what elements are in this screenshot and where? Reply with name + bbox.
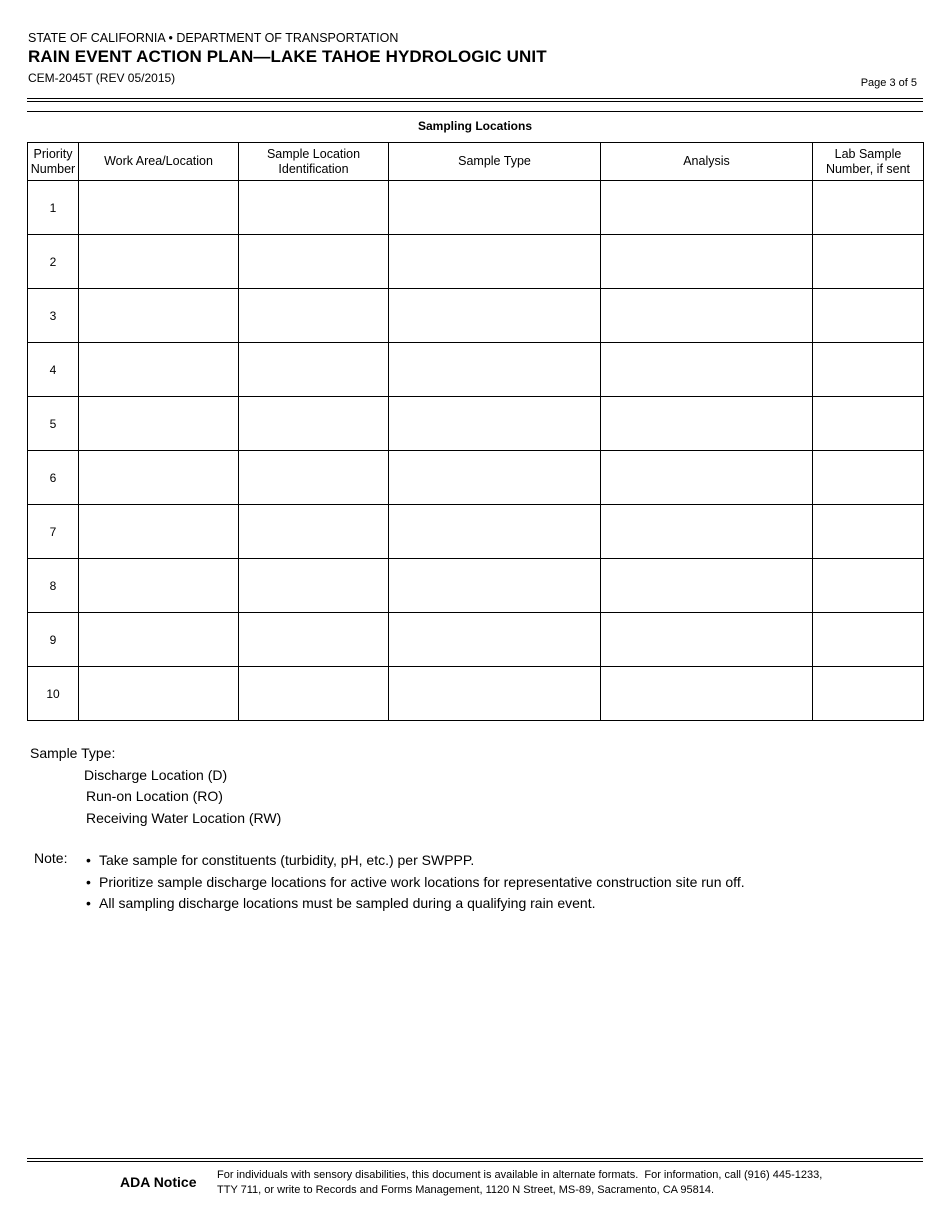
lab-sample-number-cell[interactable]	[813, 181, 924, 235]
note-item	[86, 893, 745, 915]
lab-sample-number-cell[interactable]	[813, 235, 924, 289]
agency-line: STATE OF CALIFORNIA • DEPARTMENT OF TRANSPORTATION	[28, 31, 399, 45]
bullet-icon: •	[86, 873, 91, 890]
bullet-icon: •	[86, 852, 91, 868]
table-row	[28, 505, 924, 559]
lab-sample-number-cell[interactable]	[813, 289, 924, 343]
note-item	[86, 872, 745, 894]
sample-type-cell[interactable]	[389, 181, 601, 235]
ada-notice-text	[217, 1168, 857, 1198]
header-divider-top	[27, 98, 923, 99]
ada-notice-label: ADA Notice	[120, 1174, 197, 1190]
col-sample-location-identification: Sample Location Identification	[239, 143, 389, 181]
analysis-cell[interactable]	[601, 289, 813, 343]
sample-type-item: Receiving Water Location (RW)	[86, 809, 282, 826]
form-number: CEM-2045T (REV 05/2015)	[28, 71, 176, 85]
section-divider	[27, 111, 923, 112]
note-text: Prioritize sample discharge locations for active work locations for representative construction site run off.	[99, 873, 745, 890]
analysis-cell[interactable]	[601, 181, 813, 235]
sample-type-cell[interactable]	[389, 505, 601, 559]
section-title: Sampling Locations	[417, 119, 532, 133]
footer-divider-bottom	[27, 1161, 923, 1162]
priority-number-cell: 3	[28, 289, 79, 343]
sample-location-id-cell[interactable]	[239, 559, 389, 613]
sample-type-cell[interactable]	[389, 289, 601, 343]
col-sample-type: Sample Type	[389, 143, 601, 181]
analysis-cell[interactable]	[601, 451, 813, 505]
sample-type-cell[interactable]	[389, 613, 601, 667]
priority-number-cell: 1	[28, 181, 79, 235]
work-area-location-cell[interactable]	[79, 289, 239, 343]
sample-location-id-cell[interactable]	[239, 343, 389, 397]
table-row	[28, 451, 924, 505]
work-area-location-cell[interactable]	[79, 559, 239, 613]
priority-number-cell: 2	[28, 235, 79, 289]
priority-number-cell: 7	[28, 505, 79, 559]
sample-type-item: Discharge Location (D)	[84, 766, 228, 783]
table-row	[28, 289, 924, 343]
analysis-cell[interactable]	[601, 343, 813, 397]
note-label: Note:	[34, 850, 68, 866]
sample-location-id-cell[interactable]	[239, 397, 389, 451]
note-text: Take sample for constituents (turbidity, pH, etc.) per SWPPP.	[99, 852, 475, 868]
lab-sample-number-cell[interactable]	[813, 613, 924, 667]
ada-notice-line: TTY 711, or write to Records and Forms Management, 1120 N Street, MS-89, Sacramento, CA 95814.	[217, 1184, 715, 1196]
col-priority-number: Priority Number	[28, 143, 79, 181]
work-area-location-cell[interactable]	[79, 397, 239, 451]
footer-divider-top	[27, 1158, 923, 1159]
work-area-location-cell[interactable]	[79, 505, 239, 559]
sample-location-id-cell[interactable]	[239, 289, 389, 343]
lab-sample-number-cell[interactable]	[813, 451, 924, 505]
sample-type-cell[interactable]	[389, 397, 601, 451]
sample-location-id-cell[interactable]	[239, 613, 389, 667]
priority-number-cell: 9	[28, 613, 79, 667]
sample-type-legend	[30, 743, 281, 829]
table-row	[28, 235, 924, 289]
sample-type-cell[interactable]	[389, 559, 601, 613]
lab-sample-number-cell[interactable]	[813, 667, 924, 721]
work-area-location-cell[interactable]	[79, 667, 239, 721]
work-area-location-cell[interactable]	[79, 343, 239, 397]
lab-sample-number-cell[interactable]	[813, 559, 924, 613]
work-area-location-cell[interactable]	[79, 613, 239, 667]
lab-sample-number-cell[interactable]	[813, 343, 924, 397]
priority-number-cell: 10	[28, 667, 79, 721]
work-area-location-cell[interactable]	[79, 451, 239, 505]
bullet-icon: •	[86, 895, 91, 911]
sampling-locations-table	[27, 142, 924, 721]
analysis-cell[interactable]	[601, 613, 813, 667]
col-lab-sample-number: Lab Sample Number, if sent	[813, 143, 924, 181]
table-row	[28, 181, 924, 235]
sample-location-id-cell[interactable]	[239, 181, 389, 235]
sample-type-item: Run-on Location (RO)	[86, 788, 223, 804]
work-area-location-cell[interactable]	[79, 181, 239, 235]
sample-location-id-cell[interactable]	[239, 667, 389, 721]
ada-notice-line: For individuals with sensory disabilities, this document is available in alternate formats. For information, call (916) 445-1233,	[217, 1169, 823, 1181]
sample-type-cell[interactable]	[389, 235, 601, 289]
col-analysis: Analysis	[601, 143, 813, 181]
analysis-cell[interactable]	[601, 397, 813, 451]
sample-type-cell[interactable]	[389, 451, 601, 505]
note-text: All sampling discharge locations must be sampled during a qualifying rain event.	[99, 895, 596, 911]
priority-number-cell: 6	[28, 451, 79, 505]
analysis-cell[interactable]	[601, 235, 813, 289]
priority-number-cell: 8	[28, 559, 79, 613]
sample-type-label: Sample Type:	[30, 745, 116, 761]
lab-sample-number-cell[interactable]	[813, 397, 924, 451]
sample-location-id-cell[interactable]	[239, 451, 389, 505]
table-header-row	[28, 143, 924, 181]
sample-location-id-cell[interactable]	[239, 235, 389, 289]
sample-location-id-cell[interactable]	[239, 505, 389, 559]
lab-sample-number-cell[interactable]	[813, 505, 924, 559]
table-row	[28, 343, 924, 397]
work-area-location-cell[interactable]	[79, 235, 239, 289]
col-work-area-location: Work Area/Location	[79, 143, 239, 181]
analysis-cell[interactable]	[601, 667, 813, 721]
priority-number-cell: 4	[28, 343, 79, 397]
table-row	[28, 667, 924, 721]
form-title: RAIN EVENT ACTION PLAN—LAKE TAHOE HYDROLOGIC UNIT	[28, 47, 547, 66]
header-divider-bottom	[27, 101, 923, 102]
table-row	[28, 559, 924, 613]
note-list	[86, 850, 745, 915]
table-row	[28, 613, 924, 667]
table-row	[28, 397, 924, 451]
priority-number-cell: 5	[28, 397, 79, 451]
analysis-cell[interactable]	[601, 559, 813, 613]
page-number: Page 3 of 5	[860, 77, 917, 89]
sample-type-cell[interactable]	[389, 343, 601, 397]
analysis-cell[interactable]	[601, 505, 813, 559]
sample-type-cell[interactable]	[389, 667, 601, 721]
note-item	[86, 850, 745, 872]
